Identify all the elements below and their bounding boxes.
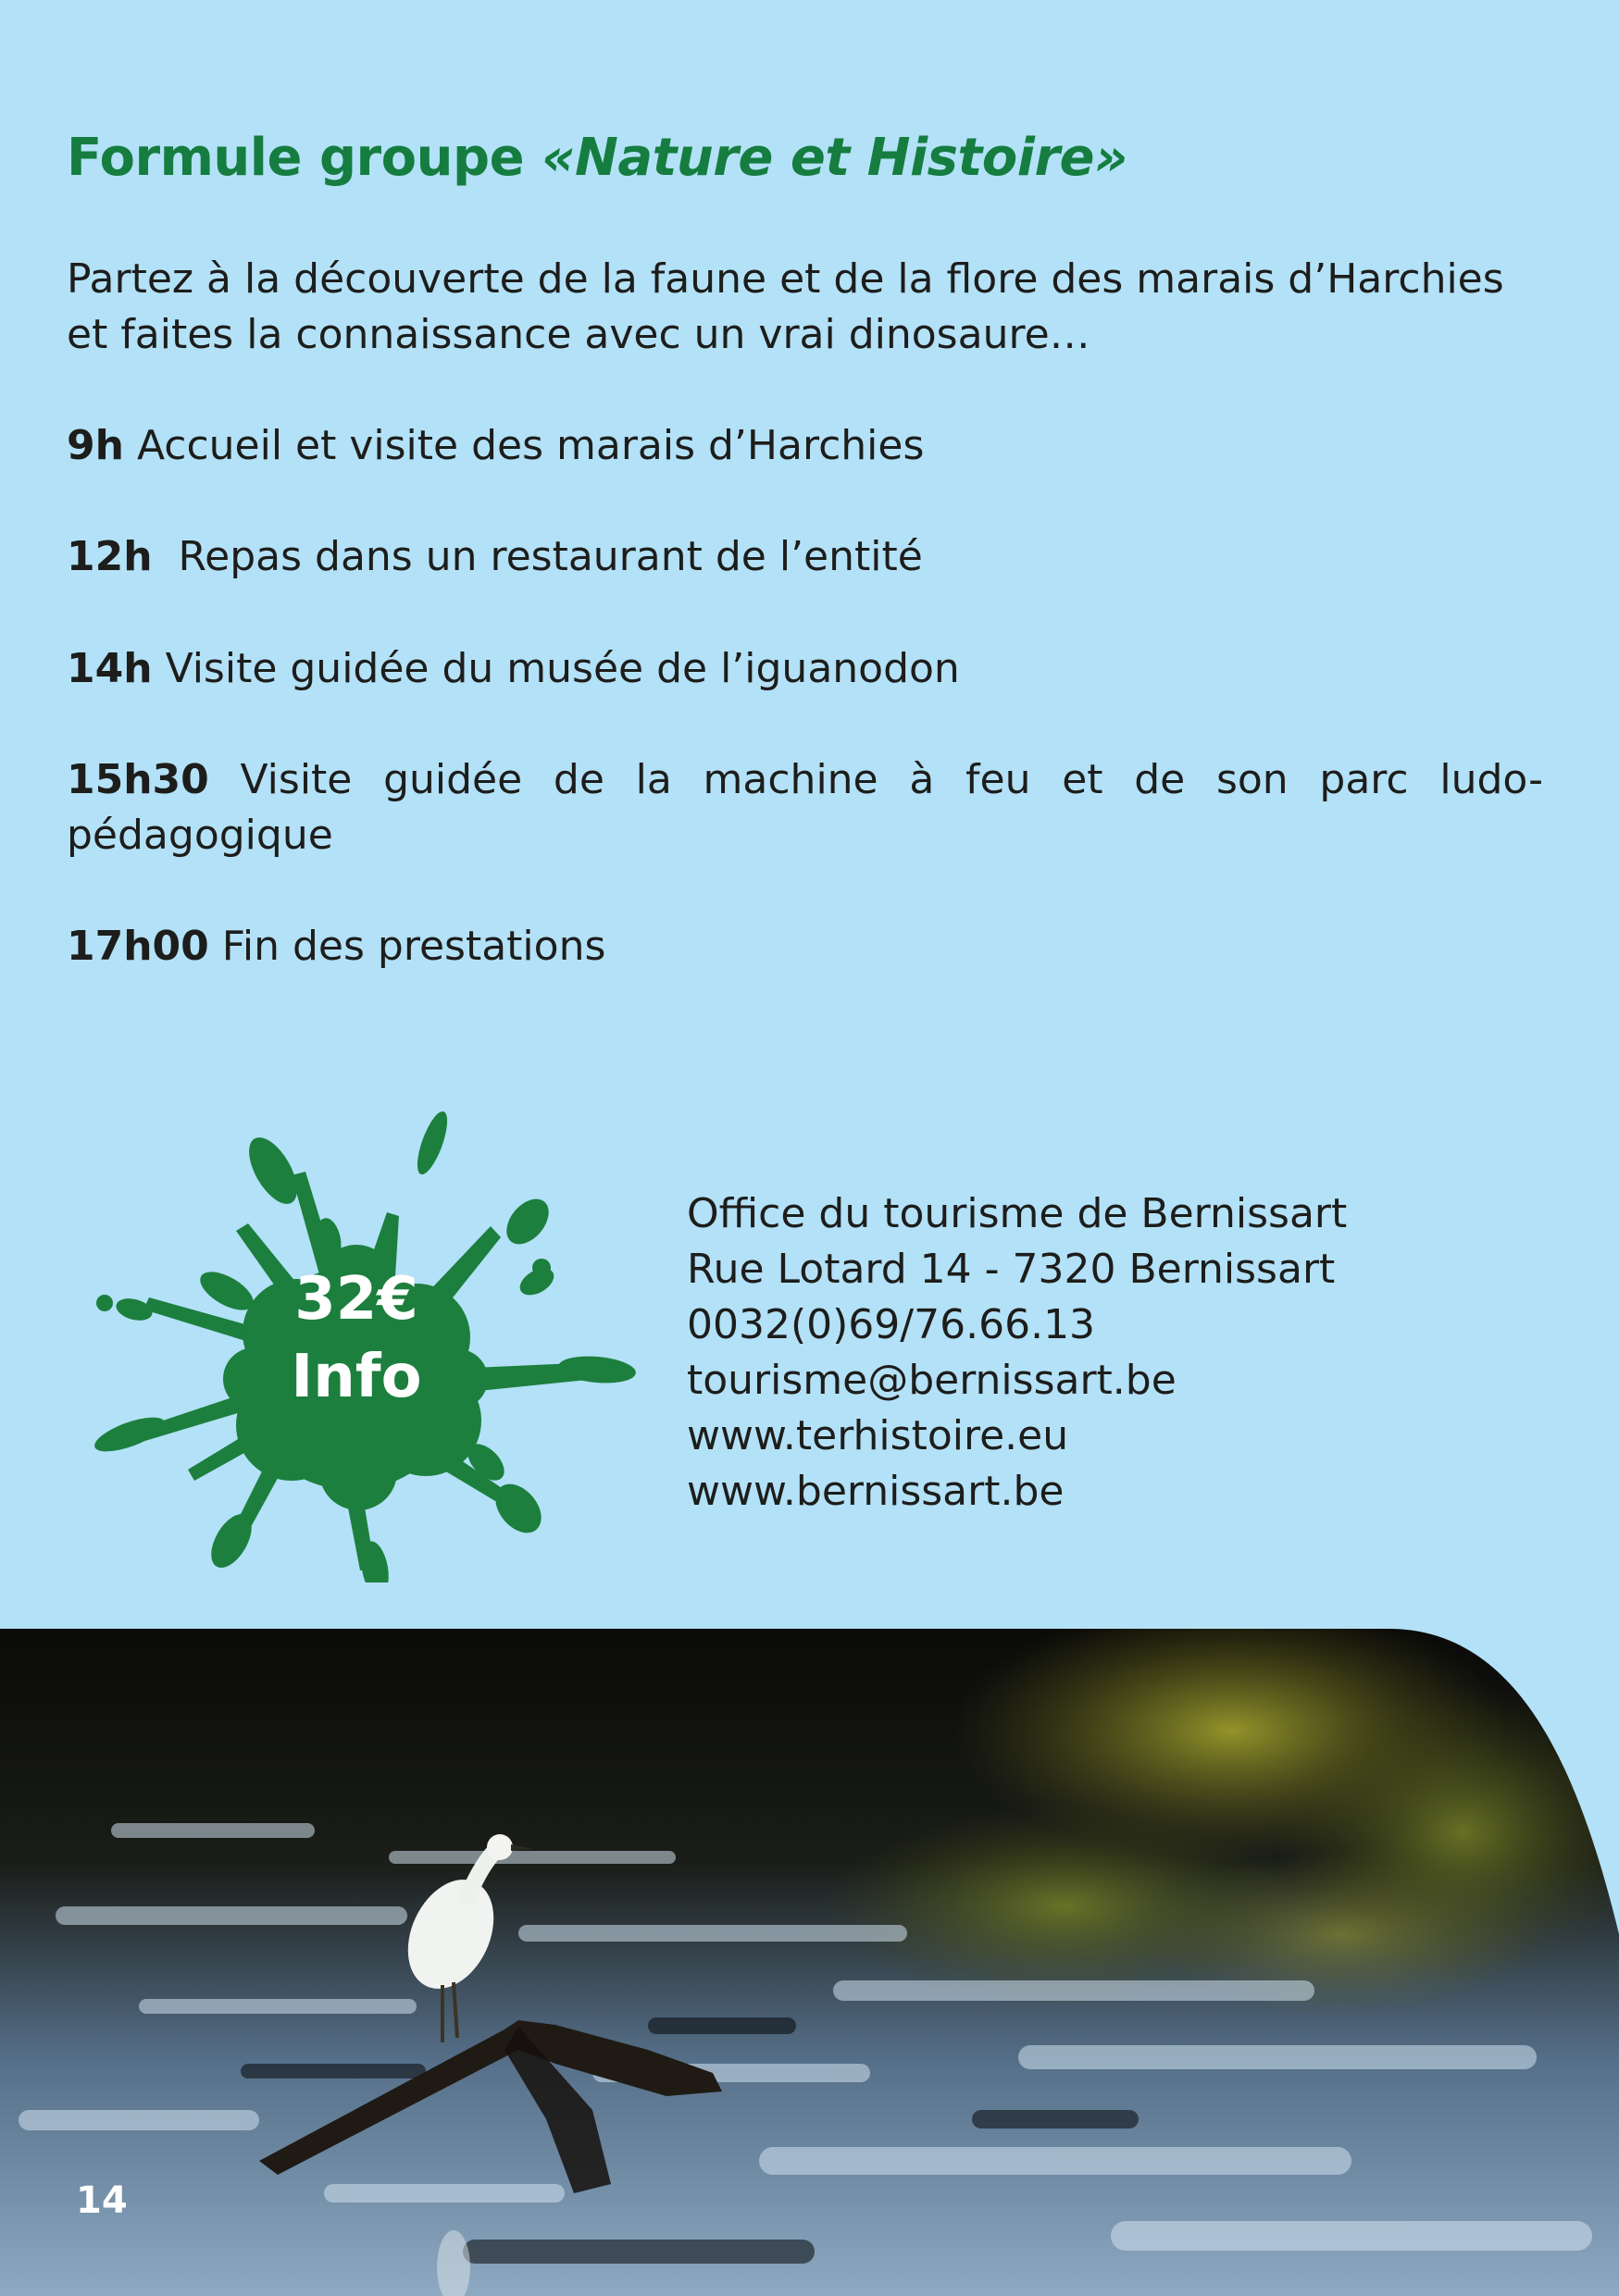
price-badge bbox=[236, 1260, 477, 1416]
title-main: Formule groupe bbox=[67, 128, 525, 188]
programme-item bbox=[67, 529, 1543, 585]
programme-time: 14h bbox=[67, 645, 153, 692]
title-emphasis: «Nature et Histoire» bbox=[542, 128, 1127, 188]
price-info-label: Info bbox=[291, 1343, 422, 1411]
programme-item bbox=[67, 919, 1543, 974]
programme-activity: Accueil et visite des marais d’Harchies bbox=[136, 422, 925, 469]
intro-paragraph: Partez à la découverte de la faune et de la flore des marais d’Harchies et faites la connaissance avec un vrai dinosaure… bbox=[67, 255, 1504, 358]
programme-activity: Visite guidée de la machine à feu et de son parc ludo-pédagogique bbox=[67, 756, 1543, 859]
programme-time: 15h30 bbox=[67, 756, 209, 803]
contact-phone: 0032(0)69/76.66.13 bbox=[687, 1301, 1096, 1348]
programme-time: 17h00 bbox=[67, 923, 209, 970]
contact-email: tourisme@bernissart.be bbox=[687, 1357, 1177, 1404]
programme-activity: Fin des prestations bbox=[221, 923, 606, 970]
price-value: 32€ bbox=[294, 1265, 418, 1334]
contact-website-bernissart: www.bernissart.be bbox=[687, 1468, 1065, 1515]
programme-activity: Visite guidée du musée de l’iguanodon bbox=[165, 645, 960, 692]
contact-office: Office du tourisme de Bernissart bbox=[687, 1190, 1348, 1237]
page-number: 14 bbox=[76, 2179, 128, 2222]
programme-item bbox=[67, 752, 1543, 863]
programme-activity: Repas dans un restaurant de l’entité bbox=[178, 533, 923, 580]
programme-time: 12h bbox=[67, 533, 153, 580]
programme-item bbox=[67, 418, 1543, 474]
contact-website-terhistoire: www.terhistoire.eu bbox=[687, 1412, 1069, 1459]
page-title bbox=[67, 128, 1127, 188]
contact-address: Rue Lotard 14 - 7320 Bernissart bbox=[687, 1246, 1336, 1293]
marsh-egret-photo bbox=[0, 1629, 1619, 2296]
programme-item bbox=[67, 641, 1543, 697]
contact-block bbox=[687, 1186, 1347, 1520]
programme-time: 9h bbox=[67, 422, 124, 469]
